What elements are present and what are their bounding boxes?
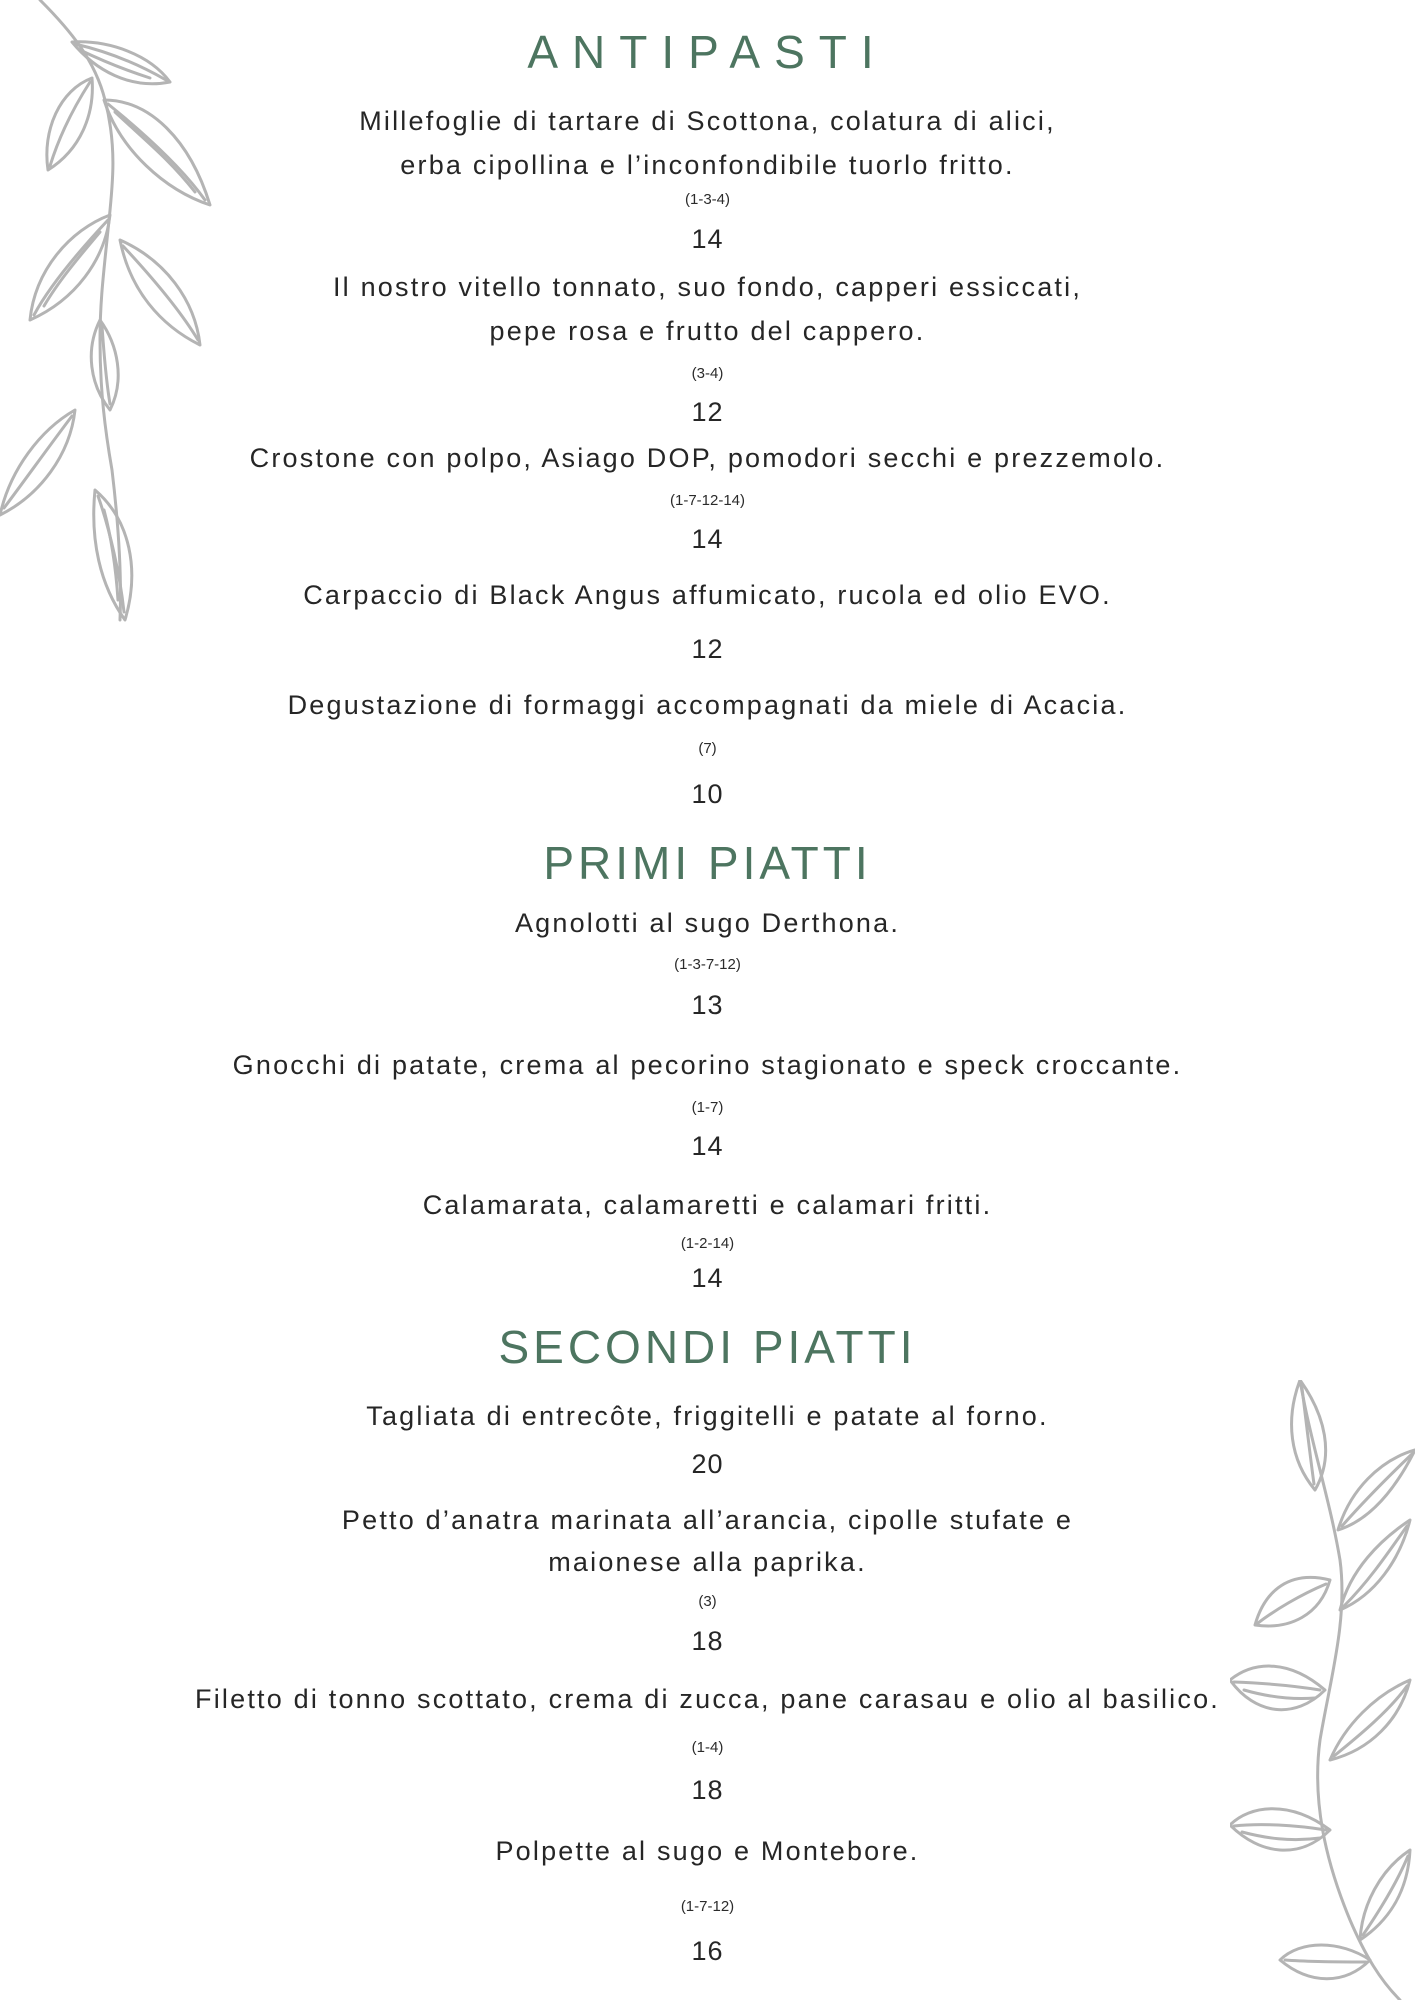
menu-item-description: Agnolotti al sugo Derthona. [514,908,901,938]
section-title-secondi-piatti: SECONDI PIATTI [498,1321,917,1373]
menu-item-description: Crostone con polpo, Asiago DOP, pomodori secchi e prezzemolo. [249,443,1166,473]
menu-item-description: Gnocchi di patate, crema al pecorino stagionato e speck croccante. [232,1050,1183,1080]
menu-item-allergens: (3) [698,1593,717,1610]
menu-item-price: 16 [691,1936,724,1966]
menu-item-price: 14 [691,224,724,254]
section-title-primi-piatti: PRIMI PIATTI [543,837,872,889]
menu-item-description: Il nostro vitello tonnato, suo fondo, capperi essiccati, [332,272,1083,302]
section-title-antipasti: ANTIPASTI [527,26,888,78]
menu-item-description: Carpaccio di Black Angus affumicato, rucola ed olio EVO. [303,580,1112,610]
menu-item-allergens: (1-7-12-14) [669,492,746,509]
menu-item-allergens: (3-4) [691,365,724,382]
menu-item-description: Filetto di tonno scottato, crema di zucca, pane carasau e olio al basilico. [195,1684,1220,1714]
menu-item-price: 18 [691,1775,724,1805]
menu-item-price: 14 [691,1131,724,1161]
menu-item-price: 10 [691,779,724,809]
menu-item-description: Millefoglie di tartare di Scottona, colatura di alici, [359,106,1056,136]
menu-item-allergens: (1-3-7-12) [674,956,741,973]
menu-item-description: erba cipollina e l’inconfondibile tuorlo fritto. [400,150,1015,180]
menu-item-description: Calamarata, calamaretti e calamari fritti. [422,1190,993,1220]
menu-item-price: 14 [691,1263,724,1293]
menu-item-allergens: (1-7-12) [680,1898,735,1915]
menu-item-price: 14 [691,524,724,554]
menu-item-price: 12 [691,634,724,664]
menu-item-description: Polpette al sugo e Montebore. [495,1836,920,1866]
menu-item-allergens: (1-7) [691,1099,724,1116]
menu-item-price: 18 [691,1626,724,1656]
menu-item-description: Petto d’anatra marinata all’arancia, cipolle stufate e [341,1505,1074,1535]
menu-item-allergens: (1-3-4) [684,191,730,208]
menu-item-allergens: (1-2-14) [680,1235,735,1252]
menu-item-description: Tagliata di entrecôte, friggitelli e patate al forno. [366,1401,1049,1431]
menu-item-price: 20 [691,1449,724,1479]
menu-item-description: Degustazione di formaggi accompagnati da miele di Acacia. [287,690,1128,720]
menu-item-allergens: (7) [698,740,717,757]
menu-item-description: maionese alla paprika. [548,1547,867,1577]
menu-item-allergens: (1-4) [691,1739,724,1756]
menu-item-price: 12 [691,397,724,427]
menu-item-description: pepe rosa e frutto del cappero. [489,316,926,346]
menu-item-price: 13 [691,990,724,1020]
